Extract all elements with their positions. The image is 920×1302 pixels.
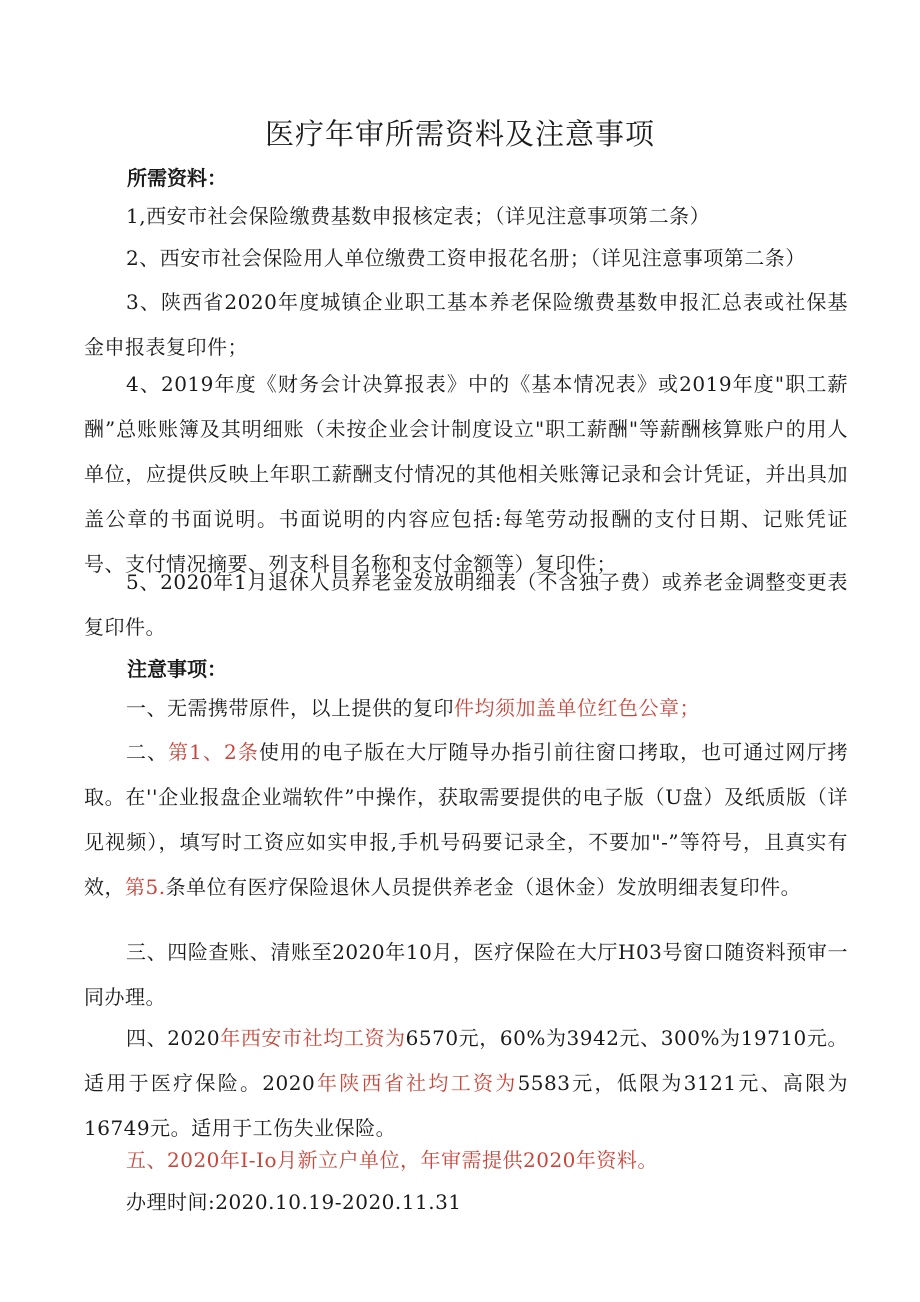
note-2-text-a: 二、 <box>126 740 169 764</box>
document-title: 医疗年审所需资料及注意事项 <box>264 117 655 151</box>
notes-heading: 注意事项： <box>127 657 227 681</box>
note-4-text-b: 6570元，60%为3942元、300%为19710元。适用于医疗保险。2020 <box>84 1026 848 1095</box>
material-item-5: 5、2020年1月退休人员养老金发放明细表（不含独子费）或养老金调整变更表复印件。 <box>84 570 848 639</box>
note-4-text-c: 5583元，低限为3121元、高限为16749元。适用于工伤失业保险。 <box>84 1071 849 1140</box>
material-item-2: 2、西安市社会保险用人单位缴费工资申报花名册；（详见注意事项第二条） <box>126 246 806 270</box>
note-2-text-b: 使用的电子版在大厅随导办指引前往窗口拷取，也可通过网厅拷取。在''企业报盘企业端软件”中操作，获取需要提供的电子版（U盘）及纸质版（详见视频），填写时工资应如实申报,手机号码要记录全，不要加"-”等符号，且真实有效， <box>84 740 849 899</box>
note-4-highlight-a: 年西安市社均工资为 <box>220 1026 406 1050</box>
note-item-4 <box>84 1016 848 1151</box>
note-item-2 <box>84 730 848 910</box>
note-2-text-c: 条单位有医疗保险退休人员提供养老金（退休金）发放明细表复印件。 <box>165 875 802 899</box>
note-item-1 <box>84 686 848 731</box>
material-item-4: 4、2019年度《财务会计决算报表》中的《基本情况表》或2019年度"职工薪酬”总账账簿及其明细账（未按企业会计制度设立"职工薪酬"等薪酬核算账户的用人单位，应提供反映上年职工薪酬支付情况的其他相关账簿记录和会计凭证，并出具加盖公章的书面说明。书面说明的内容应包括:每笔劳动报酬的支付日期、记账凭证号、支付情况摘要、列支科目名称和支付金额等）复印件； <box>84 372 848 576</box>
note-4-text-a: 四、2020 <box>126 1026 221 1050</box>
material-item-1: 1,西安市社会保险缴费基数申报核定表；（详见注意事项第二条） <box>126 204 711 228</box>
office-hours: 办理时间:2020.10.19-2020.11.31 <box>126 1190 462 1214</box>
note-item-5: 五、2020年I-Io月新立户单位，年审需提供2020年资料。 <box>126 1148 658 1172</box>
note-4-highlight-b: 年陕西省社均工资为 <box>315 1071 518 1095</box>
note-1-text: 一、无需携带原件，以上提供的复印 <box>126 696 454 720</box>
materials-heading: 所需资料： <box>127 166 227 190</box>
note-2-highlight-b: 第5. <box>125 875 166 899</box>
note-2-highlight-a: 第1、2条 <box>168 740 259 764</box>
note-item-3: 三、四险查账、清账至2020年10月，医疗保险在大厅H03号窗口随资料预审一同办理。 <box>84 940 848 1009</box>
material-item-3: 3、陕西省2020年度城镇企业职工基本养老保险缴费基数申报汇总表或社保基金申报表复印件； <box>84 290 848 359</box>
note-1-highlight: 件均须加盖单位红色公章； <box>454 696 700 720</box>
